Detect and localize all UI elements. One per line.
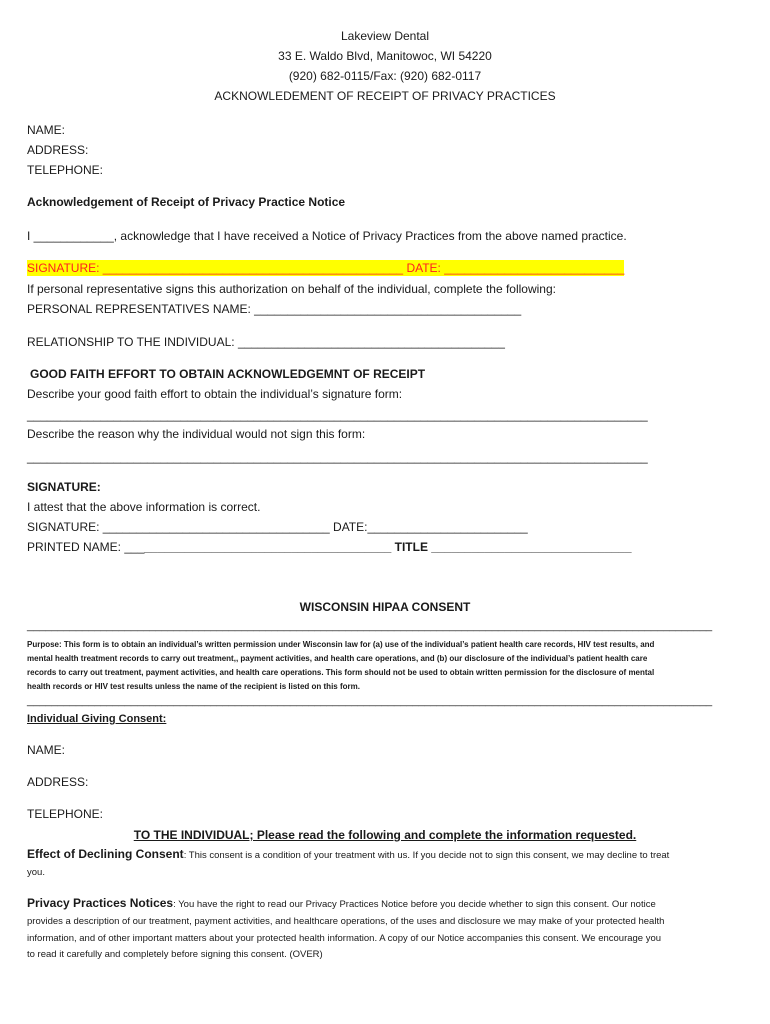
consent-name-label: NAME: [27, 743, 66, 757]
hipaa-top-rule: ________________________________________________________________________________________________________________ [27, 620, 713, 632]
privacy-notices-label: Privacy Practices Notices [27, 896, 174, 910]
signature-label: SIGNATURE: [27, 261, 100, 275]
hipaa-bottom-rule: ________________________________________________________________________________________________________________ [27, 695, 713, 707]
signature-line[interactable]: _____________________________________________ [99, 261, 404, 275]
acknowledgement-heading: Acknowledgement of Receipt of Privacy Practice Notice [27, 195, 346, 209]
form-title: ACKNOWLEDEMENT OF RECEIPT OF PRIVACY PRACTICES [214, 89, 556, 103]
attestation-statement: I attest that the above information is correct. [27, 500, 261, 514]
refusal-reason-prompt: Describe the reason why the individual would not sign this form: [27, 427, 366, 441]
notices-text-2: provides a description of our treatment, payment activities, and healthcare operations, of the uses and disclosure we may make of your protected health [27, 916, 665, 927]
address-field-label: ADDRESS: [27, 143, 89, 157]
good-faith-effort-line[interactable]: _____________________________________________________________________________________________ [27, 408, 648, 422]
consent-address-label: ADDRESS: [27, 775, 89, 789]
representative-intro: If personal representative signs this authorization on behalf of the individual, complete the following: [27, 282, 556, 296]
date-line[interactable]: ___________________________ [444, 261, 625, 275]
refusal-reason-line[interactable]: _____________________________________________________________________________________________ [27, 450, 648, 464]
printed-name-title-row[interactable] [27, 539, 632, 555]
printed-name-label: PRINTED NAME: ___ [27, 540, 145, 554]
individual-instruction: TO THE INDIVIDUAL; Please read the following and complete the information requested. [133, 828, 637, 842]
effect-text-1: This consent is a condition of your treatment with us. If you decide not to sign this consent, we may decline to treat [186, 850, 670, 861]
attestation-signature-date[interactable]: SIGNATURE: __________________________________ DATE:________________________ [27, 520, 528, 534]
attestation-heading: SIGNATURE: [27, 480, 101, 494]
practice-phone-fax: (920) 682-0115/Fax: (920) 682-0117 [288, 69, 482, 83]
signature-date-row [27, 260, 624, 276]
hipaa-title: WISCONSIN HIPAA CONSENT [299, 600, 471, 614]
practice-address: 33 E. Waldo Blvd, Manitowoc, WI 54220 [278, 49, 492, 63]
telephone-field-label: TELEPHONE: [27, 163, 104, 177]
purpose-line-1: Purpose: This form is to obtain an individual’s written permission under Wisconsin law for (a) use of the individual’s patient health care records, HIV test results, and [27, 640, 655, 649]
relationship-field[interactable]: RELATIONSHIP TO THE INDIVIDUAL: ________________________________________ [27, 335, 505, 349]
effect-colon: : [183, 850, 187, 861]
effect-text-2: you. [27, 867, 45, 878]
date-label: DATE: [403, 261, 445, 275]
effect-of-declining-row [27, 846, 669, 864]
individual-consent-heading: Individual Giving Consent: [27, 713, 167, 725]
practice-name: Lakeview Dental [340, 29, 430, 43]
notices-text-3: information, and of other important matters about your protected health information. A copy of our Notice accompanies this consent. We encourage you [27, 933, 662, 944]
effect-of-declining-label: Effect of Declining Consent [27, 847, 184, 861]
representative-name-field[interactable]: PERSONAL REPRESENTATIVES NAME: ________________________________________ [27, 302, 522, 316]
purpose-line-3: records to carry out treatment, payment activities, and health care operations. This form should not be used to obtain written permission for the disclosure of mental [27, 668, 655, 677]
printed-name-title-line[interactable]: _____________________________________ TITLE ______________________________ [144, 540, 632, 554]
notices-text-1: You have the right to read our Privacy Practices Notice before you decide whether to sign this consent. Our notice [175, 899, 656, 910]
acknowledgement-statement: I ____________, acknowledge that I have received a Notice of Privacy Practices from the above named practice. [27, 229, 627, 243]
privacy-notices-row [27, 895, 656, 913]
notices-colon: : [173, 899, 176, 910]
consent-telephone-label: TELEPHONE: [27, 807, 104, 821]
name-field-label: NAME: [27, 123, 66, 137]
purpose-line-2: mental health treatment records to carry out treatment,, payment activities, and health care operations, and (b) our disclosure of the individual’s patient health care [27, 654, 648, 663]
good-faith-heading: GOOD FAITH EFFORT TO OBTAIN ACKNOWLEDGEMNT OF RECEIPT [30, 367, 426, 381]
purpose-line-4: health records or HIV test results unless the name of the recipient is listed on this form. [27, 682, 360, 691]
notices-text-4: to read it carefully and completely before signing this consent. (OVER) [27, 949, 323, 960]
good-faith-effort-prompt: Describe your good faith effort to obtain the individual’s signature form: [27, 387, 403, 401]
